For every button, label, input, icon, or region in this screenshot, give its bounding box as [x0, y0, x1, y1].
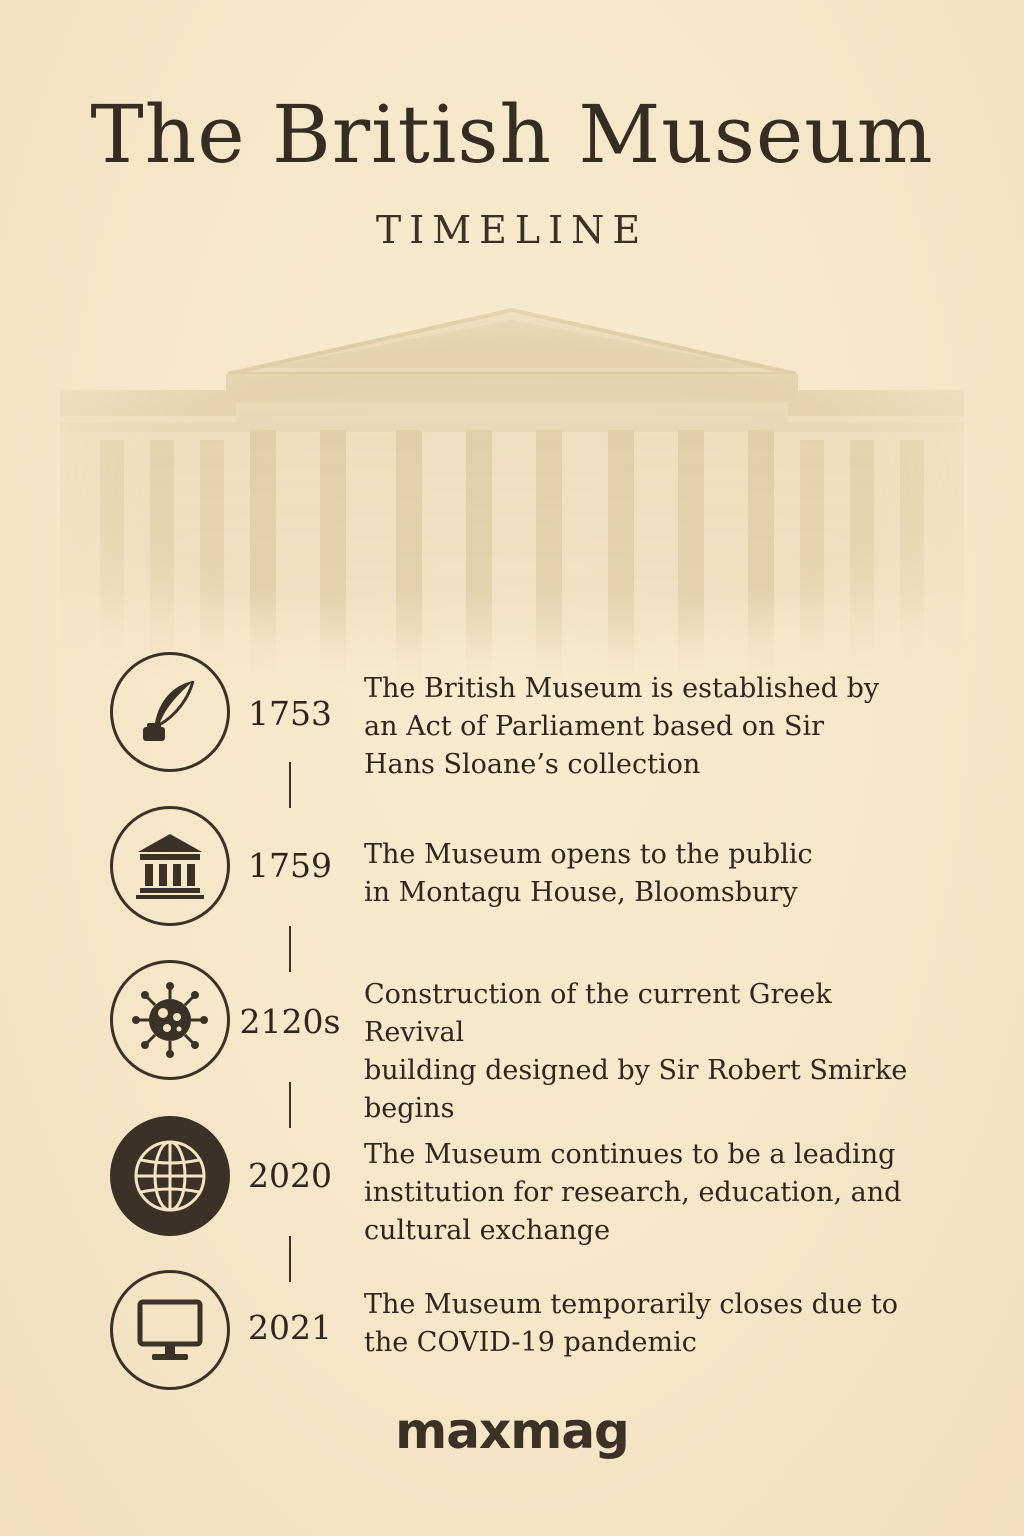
timeline-connector — [289, 762, 291, 808]
maxmag-logo: maxmag — [395, 1402, 629, 1460]
description-line: institution for research, education, and — [364, 1177, 902, 1208]
timeline-connector — [289, 1236, 291, 1282]
description-line: the COVID-19 pandemic — [364, 1327, 697, 1358]
description-line: The Museum continues to be a leading — [364, 1139, 896, 1170]
description-line: The British Museum is established by — [364, 673, 880, 704]
virus-icon — [129, 979, 211, 1061]
timeline-year: 2021 — [248, 1308, 332, 1347]
computer-monitor-icon-badge — [110, 1270, 230, 1390]
timeline-year: 1759 — [248, 846, 332, 885]
description-line: in Montagu House, Bloomsbury — [364, 877, 798, 908]
timeline-connector — [289, 1082, 291, 1128]
timeline-description — [364, 670, 924, 784]
globe-icon — [130, 1136, 210, 1216]
timeline-year: 1753 — [248, 694, 332, 733]
description-line: an Act of Parliament based on Sir — [364, 711, 825, 742]
quill-icon-badge — [110, 652, 230, 772]
page-title: The British Museum — [90, 88, 934, 181]
globe-icon-badge — [110, 1116, 230, 1236]
timeline-description — [364, 1136, 924, 1250]
description-line: The Museum temporarily closes due to — [364, 1289, 899, 1320]
timeline-description — [364, 976, 924, 1128]
description-line: begins — [364, 1093, 455, 1124]
page-subtitle: TIMELINE — [375, 208, 649, 252]
description-line: building designed by Sir Robert Smirke — [364, 1055, 908, 1086]
description-line: Construction of the current Greek Revival — [364, 979, 832, 1048]
timeline-connector — [289, 926, 291, 972]
virus-icon-badge — [110, 960, 230, 1080]
computer-monitor-icon — [134, 1294, 206, 1366]
museum-facade-illustration — [0, 290, 1024, 690]
description-line: cultural exchange — [364, 1215, 611, 1246]
timeline-description — [364, 1286, 924, 1362]
timeline-description — [364, 836, 924, 912]
museum-building-icon — [132, 828, 208, 904]
museum-building-icon-badge — [110, 806, 230, 926]
timeline-year: 2020 — [248, 1156, 332, 1195]
description-line: The Museum opens to the public — [364, 839, 813, 870]
quill-icon — [133, 675, 207, 749]
timeline-year: 2120s — [239, 1002, 341, 1041]
description-line: Hans Sloane’s collection — [364, 749, 701, 780]
